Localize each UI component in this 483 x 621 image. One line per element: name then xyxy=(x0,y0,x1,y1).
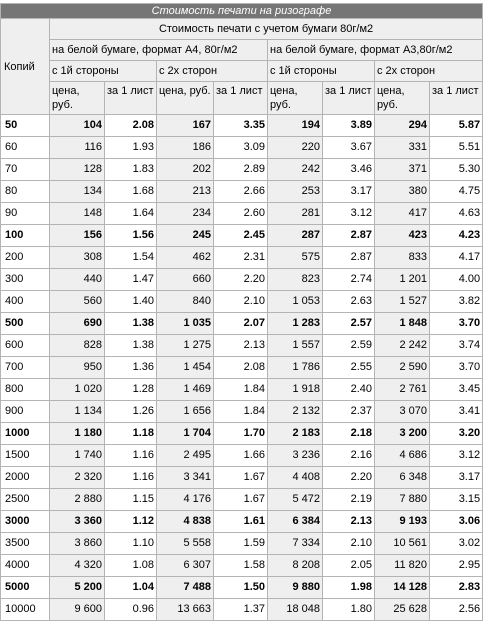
a3-two-per-sheet-cell: 3.41 xyxy=(430,401,483,423)
table-row xyxy=(1,577,483,599)
a4-one-per-sheet-cell: 1.16 xyxy=(105,467,157,489)
a3-two-price-cell: 9 193 xyxy=(375,511,430,533)
a4-two-price-cell: 1 454 xyxy=(157,357,214,379)
a3-two-per-sheet-cell: 3.70 xyxy=(430,357,483,379)
a3-one-price-cell: 1 918 xyxy=(268,379,323,401)
a4-two-per-sheet-cell: 1.61 xyxy=(214,511,268,533)
a3-two-per-sheet-cell: 3.45 xyxy=(430,379,483,401)
a4-one-price-cell: 9 600 xyxy=(50,599,105,621)
a3-one-price-cell: 9 880 xyxy=(268,577,323,599)
a3-one-price-cell: 823 xyxy=(268,269,323,291)
a4-two-per-sheet-cell: 1.84 xyxy=(214,401,268,423)
a3-two-price-cell: 371 xyxy=(375,159,430,181)
a4-one-price-cell: 690 xyxy=(50,313,105,335)
a4-two-per-sheet-header: за 1 лист xyxy=(214,82,268,115)
a3-two-price-cell: 294 xyxy=(375,115,430,137)
a3-two-per-sheet-cell: 3.74 xyxy=(430,335,483,357)
a3-one-per-sheet-cell: 2.10 xyxy=(323,533,375,555)
a3-two-per-sheet-cell: 3.12 xyxy=(430,445,483,467)
a3-two-per-sheet-header: за 1 лист xyxy=(430,82,483,115)
a4-one-per-sheet-cell: 1.93 xyxy=(105,137,157,159)
copies-cell: 3500 xyxy=(1,533,50,555)
a4-two-per-sheet-cell: 1.67 xyxy=(214,467,268,489)
a3-two-per-sheet-cell: 5.51 xyxy=(430,137,483,159)
a4-one-price-cell: 148 xyxy=(50,203,105,225)
a4-one-per-sheet-cell: 0.96 xyxy=(105,599,157,621)
a3-two-sides-header: с 2х сторон xyxy=(375,61,483,82)
a4-two-price-cell: 1 035 xyxy=(157,313,214,335)
a3-one-per-sheet-cell: 2.13 xyxy=(323,511,375,533)
a3-one-per-sheet-cell: 2.63 xyxy=(323,291,375,313)
a3-one-per-sheet-cell: 2.05 xyxy=(323,555,375,577)
a4-one-per-sheet-cell: 1.68 xyxy=(105,181,157,203)
a4-two-price-cell: 213 xyxy=(157,181,214,203)
a4-one-price-cell: 1 180 xyxy=(50,423,105,445)
a4-two-per-sheet-cell: 1.67 xyxy=(214,489,268,511)
a3-two-price-cell: 2 761 xyxy=(375,379,430,401)
table-row xyxy=(1,181,483,203)
format-a3-header: на белой бумаге, формат А3,80г/м2 xyxy=(268,40,483,61)
copies-cell: 90 xyxy=(1,203,50,225)
table-row xyxy=(1,357,483,379)
a3-two-price-cell: 1 527 xyxy=(375,291,430,313)
a3-one-price-cell: 281 xyxy=(268,203,323,225)
a4-one-price-cell: 2 880 xyxy=(50,489,105,511)
a3-one-price-cell: 287 xyxy=(268,225,323,247)
a4-two-price-cell: 4 838 xyxy=(157,511,214,533)
a3-one-price-cell: 2 183 xyxy=(268,423,323,445)
a4-two-per-sheet-cell: 1.58 xyxy=(214,555,268,577)
a3-two-price-header: цена, руб. xyxy=(375,82,430,115)
format-row xyxy=(1,40,483,61)
table-row xyxy=(1,247,483,269)
a4-two-price-cell: 1 704 xyxy=(157,423,214,445)
a4-two-per-sheet-cell: 1.66 xyxy=(214,445,268,467)
a3-two-per-sheet-cell: 4.17 xyxy=(430,247,483,269)
table-row xyxy=(1,445,483,467)
a4-one-per-sheet-cell: 1.54 xyxy=(105,247,157,269)
a3-two-per-sheet-cell: 2.56 xyxy=(430,599,483,621)
table-row xyxy=(1,225,483,247)
copies-cell: 100 xyxy=(1,225,50,247)
copies-cell: 5000 xyxy=(1,577,50,599)
a4-one-per-sheet-cell: 1.47 xyxy=(105,269,157,291)
sides-row xyxy=(1,61,483,82)
table-row xyxy=(1,555,483,577)
a3-two-per-sheet-cell: 3.70 xyxy=(430,313,483,335)
a4-two-price-cell: 6 307 xyxy=(157,555,214,577)
a3-one-per-sheet-cell: 3.67 xyxy=(323,137,375,159)
a3-two-per-sheet-cell: 2.83 xyxy=(430,577,483,599)
copies-cell: 4000 xyxy=(1,555,50,577)
a4-two-price-header: цена, руб. xyxy=(157,82,214,115)
subtitle-row xyxy=(1,19,483,40)
a3-two-price-cell: 3 070 xyxy=(375,401,430,423)
a4-two-per-sheet-cell: 2.31 xyxy=(214,247,268,269)
a3-two-price-cell: 7 880 xyxy=(375,489,430,511)
table-row xyxy=(1,159,483,181)
a4-two-price-cell: 1 656 xyxy=(157,401,214,423)
a3-one-per-sheet-cell: 2.37 xyxy=(323,401,375,423)
a4-one-price-cell: 3 360 xyxy=(50,511,105,533)
a3-one-price-cell: 575 xyxy=(268,247,323,269)
a3-one-per-sheet-header: за 1 лист xyxy=(323,82,375,115)
a3-two-per-sheet-cell: 3.20 xyxy=(430,423,483,445)
a3-two-per-sheet-cell: 2.95 xyxy=(430,555,483,577)
a3-two-per-sheet-cell: 3.06 xyxy=(430,511,483,533)
a4-one-price-cell: 128 xyxy=(50,159,105,181)
table-row xyxy=(1,137,483,159)
a3-two-per-sheet-cell: 4.00 xyxy=(430,269,483,291)
a4-two-price-cell: 167 xyxy=(157,115,214,137)
a4-one-per-sheet-cell: 1.15 xyxy=(105,489,157,511)
a3-two-price-cell: 25 628 xyxy=(375,599,430,621)
a4-one-per-sheet-cell: 2.08 xyxy=(105,115,157,137)
a3-one-per-sheet-cell: 1.80 xyxy=(323,599,375,621)
a4-two-per-sheet-cell: 2.10 xyxy=(214,291,268,313)
a3-one-per-sheet-cell: 2.18 xyxy=(323,423,375,445)
copies-header: Копий xyxy=(1,19,50,115)
a3-one-per-sheet-cell: 3.89 xyxy=(323,115,375,137)
copies-cell: 400 xyxy=(1,291,50,313)
copies-cell: 300 xyxy=(1,269,50,291)
a4-two-per-sheet-cell: 1.37 xyxy=(214,599,268,621)
a3-one-per-sheet-cell: 2.87 xyxy=(323,247,375,269)
a4-two-per-sheet-cell: 2.60 xyxy=(214,203,268,225)
price-table-body xyxy=(1,4,483,621)
a4-two-price-cell: 234 xyxy=(157,203,214,225)
a3-two-price-cell: 417 xyxy=(375,203,430,225)
a4-two-per-sheet-cell: 1.59 xyxy=(214,533,268,555)
a4-one-price-cell: 1 134 xyxy=(50,401,105,423)
table-row xyxy=(1,401,483,423)
table-row xyxy=(1,423,483,445)
a4-two-per-sheet-cell: 2.66 xyxy=(214,181,268,203)
a4-one-price-cell: 4 320 xyxy=(50,555,105,577)
a3-two-per-sheet-cell: 3.15 xyxy=(430,489,483,511)
a4-two-price-cell: 840 xyxy=(157,291,214,313)
format-a4-header: на белой бумаге, формат А4, 80г/м2 xyxy=(50,40,268,61)
a3-one-price-header: цена, руб. xyxy=(268,82,323,115)
a4-one-per-sheet-cell: 1.36 xyxy=(105,357,157,379)
a3-one-per-sheet-cell: 2.20 xyxy=(323,467,375,489)
a4-one-per-sheet-cell: 1.28 xyxy=(105,379,157,401)
a4-one-per-sheet-cell: 1.56 xyxy=(105,225,157,247)
a3-one-price-cell: 7 334 xyxy=(268,533,323,555)
table-row xyxy=(1,291,483,313)
table-row xyxy=(1,115,483,137)
a4-two-price-cell: 4 176 xyxy=(157,489,214,511)
copies-cell: 900 xyxy=(1,401,50,423)
a4-one-per-sheet-cell: 1.10 xyxy=(105,533,157,555)
a4-two-price-cell: 202 xyxy=(157,159,214,181)
a4-one-price-cell: 5 200 xyxy=(50,577,105,599)
a3-one-side-header: с 1й стороны xyxy=(268,61,375,82)
a3-one-price-cell: 6 384 xyxy=(268,511,323,533)
subtitle-header: Стоимость печати с учетом бумаги 80г/м2 xyxy=(50,19,483,40)
a4-two-per-sheet-cell: 2.20 xyxy=(214,269,268,291)
copies-cell: 2000 xyxy=(1,467,50,489)
a4-one-price-cell: 828 xyxy=(50,335,105,357)
a3-two-price-cell: 3 200 xyxy=(375,423,430,445)
a3-one-per-sheet-cell: 2.57 xyxy=(323,313,375,335)
a3-one-price-cell: 5 472 xyxy=(268,489,323,511)
a4-two-price-cell: 1 275 xyxy=(157,335,214,357)
risograph-price-table xyxy=(0,3,483,621)
a3-one-price-cell: 2 132 xyxy=(268,401,323,423)
a3-two-price-cell: 11 820 xyxy=(375,555,430,577)
a4-one-price-cell: 156 xyxy=(50,225,105,247)
table-row xyxy=(1,599,483,621)
a3-two-price-cell: 2 590 xyxy=(375,357,430,379)
a3-two-price-cell: 1 848 xyxy=(375,313,430,335)
copies-cell: 700 xyxy=(1,357,50,379)
a4-one-per-sheet-cell: 1.04 xyxy=(105,577,157,599)
a4-one-per-sheet-cell: 1.40 xyxy=(105,291,157,313)
a3-one-per-sheet-cell: 2.59 xyxy=(323,335,375,357)
a3-two-per-sheet-cell: 5.30 xyxy=(430,159,483,181)
a4-two-sides-header: с 2х сторон xyxy=(157,61,268,82)
table-row xyxy=(1,489,483,511)
a4-one-per-sheet-cell: 1.12 xyxy=(105,511,157,533)
table-row xyxy=(1,313,483,335)
a3-one-per-sheet-cell: 2.40 xyxy=(323,379,375,401)
a4-one-price-cell: 308 xyxy=(50,247,105,269)
a3-two-price-cell: 6 348 xyxy=(375,467,430,489)
a3-one-price-cell: 4 408 xyxy=(268,467,323,489)
a4-one-per-sheet-cell: 1.26 xyxy=(105,401,157,423)
a3-one-per-sheet-cell: 2.74 xyxy=(323,269,375,291)
table-row xyxy=(1,467,483,489)
a3-two-price-cell: 331 xyxy=(375,137,430,159)
a3-one-price-cell: 1 786 xyxy=(268,357,323,379)
a3-two-per-sheet-cell: 4.75 xyxy=(430,181,483,203)
a3-one-price-cell: 194 xyxy=(268,115,323,137)
a3-one-per-sheet-cell: 2.16 xyxy=(323,445,375,467)
a3-two-per-sheet-cell: 5.87 xyxy=(430,115,483,137)
a3-one-per-sheet-cell: 2.55 xyxy=(323,357,375,379)
copies-cell: 800 xyxy=(1,379,50,401)
title-row xyxy=(1,4,483,19)
a4-two-price-cell: 660 xyxy=(157,269,214,291)
copies-cell: 70 xyxy=(1,159,50,181)
table-row xyxy=(1,511,483,533)
a4-one-price-cell: 116 xyxy=(50,137,105,159)
a4-one-price-cell: 1 740 xyxy=(50,445,105,467)
a3-two-per-sheet-cell: 3.02 xyxy=(430,533,483,555)
a4-two-price-cell: 3 341 xyxy=(157,467,214,489)
a4-two-price-cell: 2 495 xyxy=(157,445,214,467)
a4-one-per-sheet-cell: 1.38 xyxy=(105,313,157,335)
a4-two-price-cell: 13 663 xyxy=(157,599,214,621)
a3-two-price-cell: 10 561 xyxy=(375,533,430,555)
copies-cell: 600 xyxy=(1,335,50,357)
a4-two-per-sheet-cell: 3.09 xyxy=(214,137,268,159)
table-row xyxy=(1,533,483,555)
a4-two-per-sheet-cell: 2.07 xyxy=(214,313,268,335)
a4-two-per-sheet-cell: 2.45 xyxy=(214,225,268,247)
a3-one-price-cell: 1 557 xyxy=(268,335,323,357)
a3-one-price-cell: 18 048 xyxy=(268,599,323,621)
a3-two-price-cell: 1 201 xyxy=(375,269,430,291)
a4-one-per-sheet-cell: 1.18 xyxy=(105,423,157,445)
a3-one-price-cell: 1 053 xyxy=(268,291,323,313)
a3-one-price-cell: 1 283 xyxy=(268,313,323,335)
a3-one-per-sheet-cell: 2.87 xyxy=(323,225,375,247)
a3-two-per-sheet-cell: 4.23 xyxy=(430,225,483,247)
table-row xyxy=(1,335,483,357)
a3-two-per-sheet-cell: 3.82 xyxy=(430,291,483,313)
a3-one-per-sheet-cell: 2.19 xyxy=(323,489,375,511)
a4-two-per-sheet-cell: 2.08 xyxy=(214,357,268,379)
a4-one-price-cell: 104 xyxy=(50,115,105,137)
a3-one-per-sheet-cell: 3.17 xyxy=(323,181,375,203)
a4-one-per-sheet-header: за 1 лист xyxy=(105,82,157,115)
a3-one-price-cell: 3 236 xyxy=(268,445,323,467)
a4-one-per-sheet-cell: 1.83 xyxy=(105,159,157,181)
a4-one-price-cell: 440 xyxy=(50,269,105,291)
a4-two-per-sheet-cell: 3.35 xyxy=(214,115,268,137)
a3-two-per-sheet-cell: 4.63 xyxy=(430,203,483,225)
a4-two-price-cell: 5 558 xyxy=(157,533,214,555)
table-title: Стоимость печати на ризографе xyxy=(1,4,483,19)
a4-one-price-cell: 950 xyxy=(50,357,105,379)
a4-one-price-cell: 560 xyxy=(50,291,105,313)
a4-one-per-sheet-cell: 1.38 xyxy=(105,335,157,357)
a3-two-price-cell: 14 128 xyxy=(375,577,430,599)
a4-two-per-sheet-cell: 1.84 xyxy=(214,379,268,401)
a3-two-price-cell: 423 xyxy=(375,225,430,247)
table-row xyxy=(1,379,483,401)
a4-two-price-cell: 462 xyxy=(157,247,214,269)
a3-one-price-cell: 242 xyxy=(268,159,323,181)
a4-two-price-cell: 186 xyxy=(157,137,214,159)
copies-cell: 2500 xyxy=(1,489,50,511)
a3-one-price-cell: 253 xyxy=(268,181,323,203)
a4-one-per-sheet-cell: 1.64 xyxy=(105,203,157,225)
a3-one-per-sheet-cell: 3.12 xyxy=(323,203,375,225)
table-row xyxy=(1,269,483,291)
a3-two-price-cell: 4 686 xyxy=(375,445,430,467)
subheader-row xyxy=(1,82,483,115)
copies-cell: 1500 xyxy=(1,445,50,467)
copies-cell: 10000 xyxy=(1,599,50,621)
a4-two-per-sheet-cell: 1.50 xyxy=(214,577,268,599)
a4-two-per-sheet-cell: 2.89 xyxy=(214,159,268,181)
a4-one-price-cell: 2 320 xyxy=(50,467,105,489)
a3-one-price-cell: 8 208 xyxy=(268,555,323,577)
a3-two-price-cell: 380 xyxy=(375,181,430,203)
a4-two-per-sheet-cell: 1.70 xyxy=(214,423,268,445)
a3-one-per-sheet-cell: 3.46 xyxy=(323,159,375,181)
a3-two-price-cell: 2 242 xyxy=(375,335,430,357)
copies-cell: 200 xyxy=(1,247,50,269)
copies-cell: 1000 xyxy=(1,423,50,445)
a4-two-price-cell: 1 469 xyxy=(157,379,214,401)
a3-one-price-cell: 220 xyxy=(268,137,323,159)
copies-cell: 500 xyxy=(1,313,50,335)
a4-one-price-cell: 1 020 xyxy=(50,379,105,401)
a3-two-per-sheet-cell: 3.17 xyxy=(430,467,483,489)
a4-two-price-cell: 7 488 xyxy=(157,577,214,599)
a4-one-per-sheet-cell: 1.16 xyxy=(105,445,157,467)
a4-one-price-header: цена, руб. xyxy=(50,82,105,115)
copies-cell: 50 xyxy=(1,115,50,137)
a3-one-per-sheet-cell: 1.98 xyxy=(323,577,375,599)
copies-cell: 60 xyxy=(1,137,50,159)
a4-one-side-header: с 1й стороны xyxy=(50,61,157,82)
copies-cell: 3000 xyxy=(1,511,50,533)
a4-one-price-cell: 134 xyxy=(50,181,105,203)
a4-one-per-sheet-cell: 1.08 xyxy=(105,555,157,577)
a4-two-price-cell: 245 xyxy=(157,225,214,247)
a3-two-price-cell: 833 xyxy=(375,247,430,269)
table-row xyxy=(1,203,483,225)
copies-cell: 80 xyxy=(1,181,50,203)
a4-one-price-cell: 3 860 xyxy=(50,533,105,555)
a4-two-per-sheet-cell: 2.13 xyxy=(214,335,268,357)
